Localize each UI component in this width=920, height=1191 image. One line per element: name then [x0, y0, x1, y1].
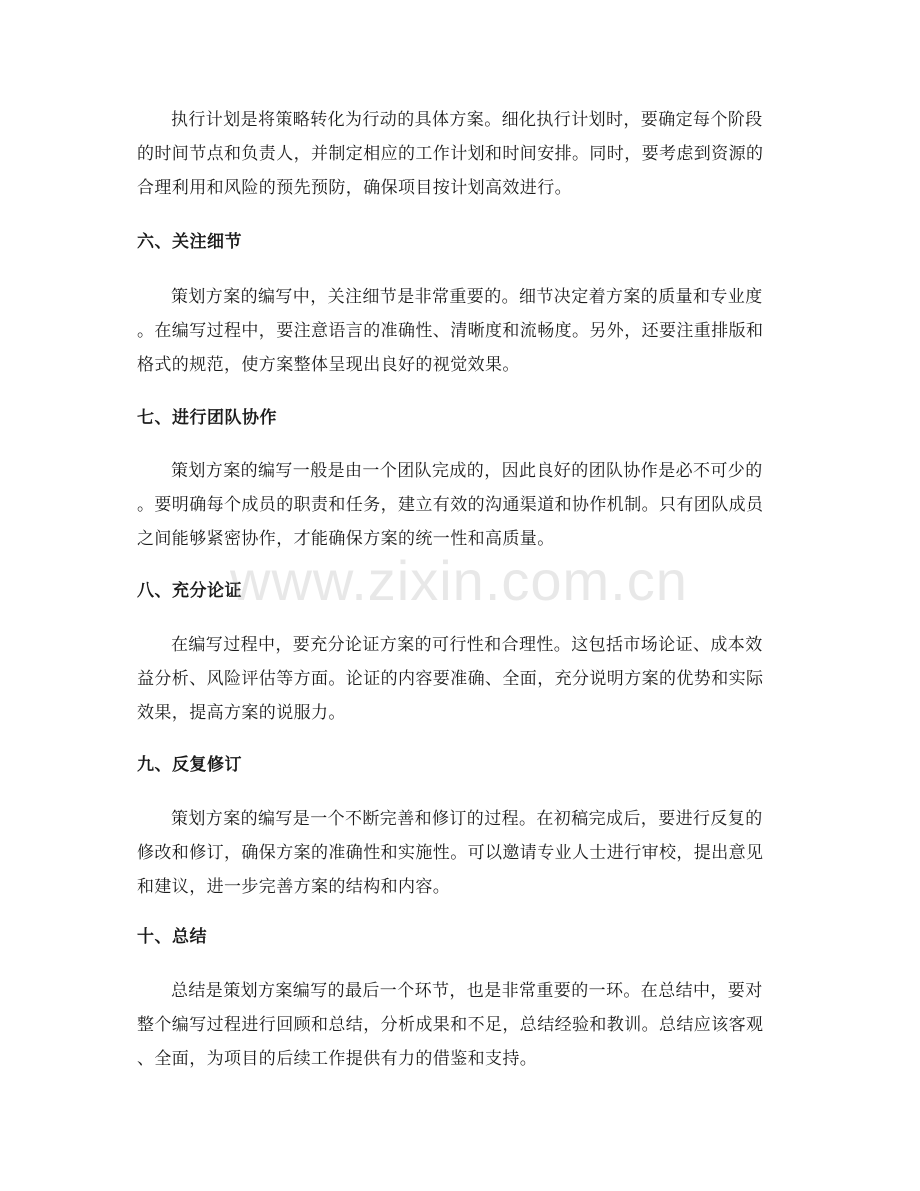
paragraph-line: 。要明确每个成员的职责和任务，建立有效的沟通渠道和协作机制。只有团队成员 — [137, 495, 764, 515]
paragraph-line: 和建议，进一步完善方案的结构和内容。 — [137, 877, 451, 897]
paragraph-line: 格式的规范，使方案整体呈现出良好的视觉效果。 — [137, 355, 520, 375]
paragraph-line: 策划方案的编写一般是由一个团队完成的，因此良好的团队协作是必不可少的 — [171, 461, 763, 481]
section-heading-7: 七、进行团队协作 — [137, 408, 277, 428]
paragraph-line: 策划方案的编写是一个不断完善和修订的过程。在初稿完成后，要进行反复的 — [171, 809, 763, 829]
paragraph-line: 之间能够紧密协作，才能确保方案的统一性和高质量。 — [137, 529, 555, 549]
paragraph-line: 。在编写过程中，要注意语言的准确性、清晰度和流畅度。另外，还要注重排版和 — [137, 321, 764, 341]
section-heading-8: 八、充分论证 — [137, 581, 242, 601]
section-heading-6: 六、关注细节 — [137, 232, 242, 252]
section-heading-9: 九、反复修订 — [137, 755, 242, 775]
paragraph-line: 策划方案的编写中，关注细节是非常重要的。细节决定着方案的质量和专业度 — [171, 287, 763, 307]
paragraph-line: 总结是策划方案编写的最后一个环节，也是非常重要的一环。在总结中，要对 — [171, 981, 763, 1001]
section-paragraph-10 — [137, 974, 787, 1076]
section-paragraph-8 — [137, 628, 787, 730]
paragraph-line: 合理利用和风险的预先预防，确保项目按计划高效进行。 — [137, 178, 572, 198]
paragraph-line: 、全面，为项目的后续工作提供有力的借鉴和支持。 — [137, 1049, 538, 1069]
paragraph-line: 益分析、风险评估等方面。论证的内容要准确、全面，充分说明方案的优势和实际 — [137, 669, 764, 689]
section-paragraph-9 — [137, 802, 787, 904]
intro-paragraph — [137, 103, 787, 205]
paragraph-line: 整个编写过程进行回顾和总结，分析成果和不足，总结经验和教训。总结应该客观 — [137, 1015, 764, 1035]
paragraph-line: 效果，提高方案的说服力。 — [137, 703, 346, 723]
section-paragraph-6 — [137, 280, 787, 382]
section-heading-10: 十、总结 — [137, 927, 207, 947]
section-paragraph-7 — [137, 454, 787, 556]
paragraph-line: 的时间节点和负责人，并制定相应的工作计划和时间安排。同时，要考虑到资源的 — [137, 144, 764, 164]
paragraph-line: 在编写过程中，要充分论证方案的可行性和合理性。这包括市场论证、成本效 — [171, 635, 763, 655]
paragraph-line: 执行计划是将策略转化为行动的具体方案。细化执行计划时，要确定每个阶段 — [171, 110, 763, 130]
paragraph-line: 修改和修订，确保方案的准确性和实施性。可以邀请专业人士进行审校，提出意见 — [137, 843, 764, 863]
watermark-text: www.zixin.com.cn — [230, 549, 688, 612]
